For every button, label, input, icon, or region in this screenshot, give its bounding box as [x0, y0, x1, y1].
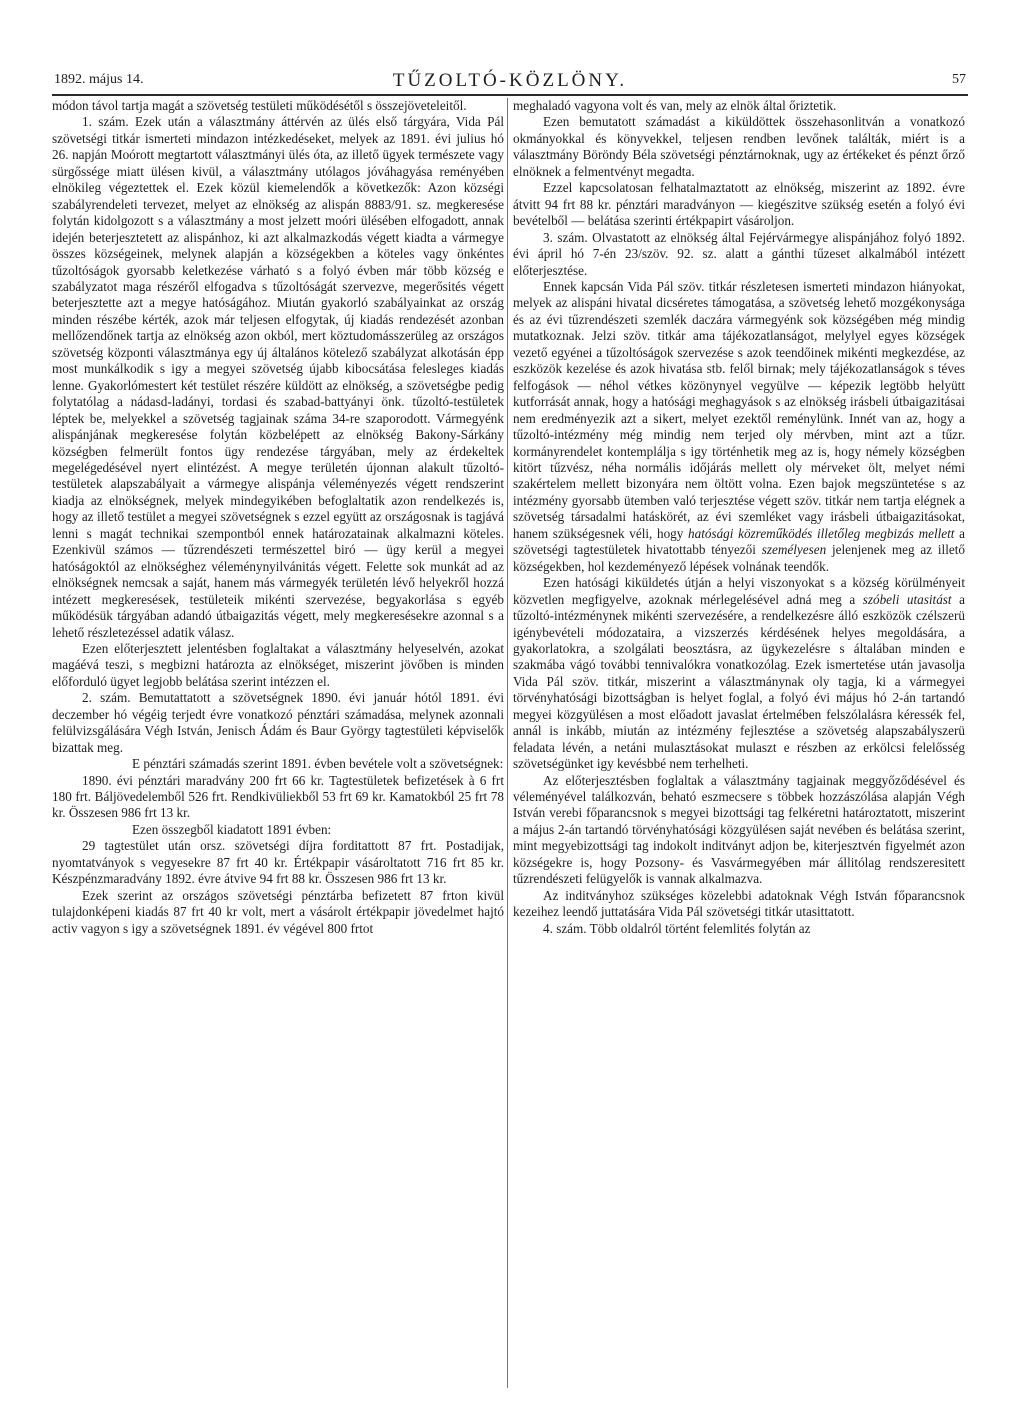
paragraph: Ezen bemutatott számadást a kiküldöttek összehasonlitván a vonatkozó okmányokkal és könyvekkel, teljesen rendben levőnek találták, miért is a választmány Böröndy Béla szövetségi pénztárnoknak, ugy az értékeket és pénzt őrző elnöknek a felmentvényt megadta. [513, 114, 965, 179]
paragraph: Ezen előterjesztett jelentésben foglaltakat a választmány helyeselvén, azokat magáévá teszi, s megbizni határozta az elnökséget, miszerint jövőben is minden előforduló ügyet legjobb belátása szerint intézzen el. [52, 640, 504, 689]
paragraph: Ezen összegből kiadatott 1891 évben: [132, 821, 332, 837]
paragraph: módon távol tartja magát a szövetség testületi működésétől s összejöveteleitől. [52, 98, 467, 113]
italic-phrase: személyesen [761, 542, 827, 558]
paragraph: 4. szám. Több oldalról történt felemlités folytán az [543, 920, 811, 936]
issue-date: 1892. május 14. [54, 72, 144, 87]
paragraph: 3. szám. Olvastatott az elnökség által Fejérvármegye alispánjához folyó 1892. évi ápril hó 7-én 23/szöv. 92. sz. alatt a gánthi tűzeset alkalmából intézett előterjesztése. [513, 229, 965, 278]
paragraph: E pénztári számadás szerint 1891. évben bevétele volt a szövetségnek: [132, 756, 504, 772]
paragraph: 2. szám. Bemutattatott a szövetségnek 1890. évi január hótól 1891. évi deczember hó végéig terjedt évre vonatkozó pénztári számadása, melynek azonnali felülvizsgálására Végh István, Jenisch Ádám és Baur György tagtestületi képviselők bizattak meg. [52, 690, 504, 755]
paragraph: Ezzel kapcsolatosan felhatalmaztatott az elnökség, miszerint az 1892. évre átvitt 94 frt 88 kr. pénztári maradványon — kiegészitve szükség esetén a folyó évi bevételből — belátása szerinti értékpapirt vásároljon. [513, 180, 965, 229]
paragraph: 1890. évi pénztári maradvány 200 frt 66 kr. Tagtestületek befizetések à 6 frt 180 frt. Báljövedelemből 526 frt. Rendkivüliekből 53 frt 69 kr. Kamatokból 25 frt 78 kr. Összesen 986 frt 13 kr. [52, 772, 504, 821]
text-run: jelenjenek meg az illető községekben, hol kezdeményező lépések volnának teendők. [513, 542, 965, 574]
masthead-title: TŰZOLTÓ-KÖZLÖNY. [392, 70, 628, 91]
text-run: Ennek kapcsán Vida Pál szöv. titkár részletesen ismerteti mindazon hiányokat, melyek az alispáni hivatal dicséretes támogatása, a szövetség lehető mozgékonysága és az évi tűzrendészeti szemlék daczára vármegyénk sok községében még mindig mutatkoznak. Jelzi szöv. titkár ama tájékozatlanságot, melylyel egyes községek vezető egyénei a tűzoltóságok szervezése s azok teendőinek mikénti megkezdése, az eszközök kezelése és azok hivatása stb. felől birnak; mely tájékozatlanságok s téves felfogások — néhol vétkes közönynyel vegyülve — képezik legtöbb helyütt kutforrását annak, hogy a hatósági meghagyások s az elnökség irásbeli útbaigazitásai nem eredményezik azt a sikert, melyet ezektől reménylünk. Innét van az, hogy a tűzoltó-intézmény még mindig nem terjed oly mérvben, mint azt a tűzr. kormányrendelet kontemplálja s igy történhetik meg az is, hogy némely községben kitört tűzvész, néha normális időjárás mellett oly mérveket ölt, melyet némi szakértelem mellett bizonyára nem öltött volna. Ezen bajok megszüntetése s az intézmény gyorsabb ütemben való terjesztése végett szöv. titkár nem tartja elégnek a szövetség társadalmi hatáskörét, az évi szemléket vagy irásbeli útbaigazitásokat, hanem szükségesnek véli, hogy [513, 278, 965, 541]
left-column [52, 98, 504, 1388]
paragraph: Az előterjesztésben foglaltak a választmány tagjainak meggyőződésével és véleményével találkozván, beható eszmecsere s többek hozzászólása alapján Végh István verebi főparancsnok s megyei bizottsági tag felkéretni határoztatott, miszerint a május 2-án tartandó törvényhatósági közgyülésen saját nevében és belátása szerint, mint megyebizottsági tag indokolt inditványt adjon be, kiterjesztvén figyelmét azon községekre is, hogy Pozsony- és Vasvármegyében már állitólag rendszeresitett tűzrendészeti felügyelők is vannak alkalmazva. [513, 772, 965, 887]
page-number: 57 [952, 72, 966, 87]
column-divider [507, 98, 508, 1388]
paragraph: meghaladó vagyona volt és van, mely az elnök által őriztetik. [513, 98, 837, 113]
paragraph [513, 575, 965, 772]
paragraph: 1. szám. Ezek után a választmány áttérvén az ülés első tárgyára, Vida Pál szövetségi titkár ismerteti mindazon intézkedéseket, melyek az 1891. évi julius hó 26. napján Moórott megtartott választmányi ülés óta, az illető ügyek természete vagy sürgőssége miatt ülésen kivül, a választmány utólagos jóváhagyása reményében elnökileg végeztettek el. Ezek közül kiemelendők a következők: Azon községi szabályrendeleti tervezet, melyet az elnökség az alispán 8883/91. sz. megkeresése folytán kidolgozott s a választmány a most jelzett moóri ülésében elfogadott, annak idején beterjesztetett az alispánhoz, ki azt alkalmazkodás végett kiadta a vármegye összes községeinek, melynek alapján a községekben a köteles vagy önkéntes tűzoltóságok gyorsabb keletkezése várható s a folyó évben már több község e szabályzatot maga részéről elfogadva s tűzoltóságát szervezve, megerősités végett beterjesztette azt a megye hatóságához. Miután gyakorló szabályainkat az ország minden részébe kérték, azok már teljesen elfogytak, új kiadás rendezését azonban mellőzendőnek tartja az elnökség azon okból, mert köztudomásszerüleg az országos szövetség központi választmánya egy új általános kötelező szabályzat alkotásán épp most munkálkodik s igy a megyei szövetség újabb kibocsátása felesleges kiadás lenne. Gyakorlómestert két testület részére küldött az elnökség, a szövetségbe pedig folytatólag a nádasd-ladányi, tordasi és szabad-battyányi önk. tűzoltó-testületek léptek be, melyekkel a szövetség tagjainak száma 34-re szaporodott. Vármegyénk alispánjának megkeresése folytán közbelépett az elnökség Bakony-Sárkány községben felmerült fontos ügy rendezése tárgyában, mely az érdekeltek megelégedésével nyert elintézést. A megye területén újonnan alakult tűzoltó-testületek alapszabályait a vármegye alispánja véleményezés végett rendszerint kiadja az elnökségnek, melyek mindegyikében befoglaltatik azon rendelkezés is, hogy az illető testület a megyei szövetségnek s ezzel együtt az országosnak is tagjává lenni s magát technikai szempontból ennek határozatainak alkalmazni köteles. Ezenkivül számos — tűzrendészeti természettel biró — ügy kerül a megyei hatóságoktól az elnökséghez véleménynyilvánitás végett. Felette sok munkát ad az elnökségnek nemcsak a saját, hanem más vármegyék területén lévő helyekről hozzá intézett megkeresések, testületeik mikénti szervezése, begyakorlása s egyéb működésük tárgyában adandó útbaigazitás végett, mely megkeresésekre azonnal s a lehető részletezéssel adatik válasz. [52, 114, 504, 640]
right-column [513, 98, 965, 1388]
paragraph [513, 279, 965, 575]
text-run: a szövetségi tagtestületek hivatottabb tényezői [513, 525, 965, 558]
text-run: Ezen hatósági kiküldetés útján a helyi viszonyokat s a község körülményeit közvetlen megfigyelve, azoknak mérlegelésével adná meg a [513, 575, 965, 607]
text-run: a tűzoltó-intézménynek mikénti szervezésére, a rendelkezésre álló eszközök czélszerü igénybevételi módozataira, a vizszerzés kérdésének helyes megoldására, a gyakorlatokra, a szolgálati beosztásra, az ügykezelésre s általában minden e szakmába vágó további tennivalókra vonatkozólag. Ezek ismertetése után javasolja Vida Pál szöv. titkár, miszerint a választmánynak oly tagja, ki a vármegyei törvényhatósági bizottságban is helyet foglal, a folyó évi május hó 2-án tartandó megyei közgyülésen a most előadott javaslat értelmében felszólalásra kéressék fel, annál is inkább, miután az intézmény fejlesztése a szövetség alapszabályszerü feladata lévén, a netáni mulasztásokat mulaszt e részben az erkölcsi felelősség szövetségünket igy kevésbbé nem terhelheti. [513, 591, 965, 772]
italic-phrase: hatósági közreműködés illetőleg megbizás mellett [688, 525, 955, 541]
page-header [52, 70, 968, 96]
italic-phrase: szóbeli utasitást [862, 591, 952, 607]
paragraph: Az inditványhoz szükséges közelebbi adatoknak Végh István főparancsnok kezeihez leendő juttatására Vida Pál szövetségi titkár utasittatott. [513, 887, 965, 920]
paragraph: Ezek szerint az országos szövetségi pénztárba befizetett 87 frton kivül tulajdonképeni kiadás 87 frt 40 kr volt, mert a vásárolt értékpapir jövedelmet hajtó activ vagyon s igy a szövetségnek 1891. év végével 800 frtot [52, 887, 504, 936]
paragraph: 29 tagtestület után orsz. szövetségi díjra forditattott 87 frt. Postadijak, nyomtatványok s vegyesekre 87 frt 40 kr. Értékpapir vásároltatott 716 frt 85 kr. Készpénzmaradvány 1892. évre átvive 94 frt 88 kr. Összesen 986 frt 13 kr. [52, 838, 504, 887]
